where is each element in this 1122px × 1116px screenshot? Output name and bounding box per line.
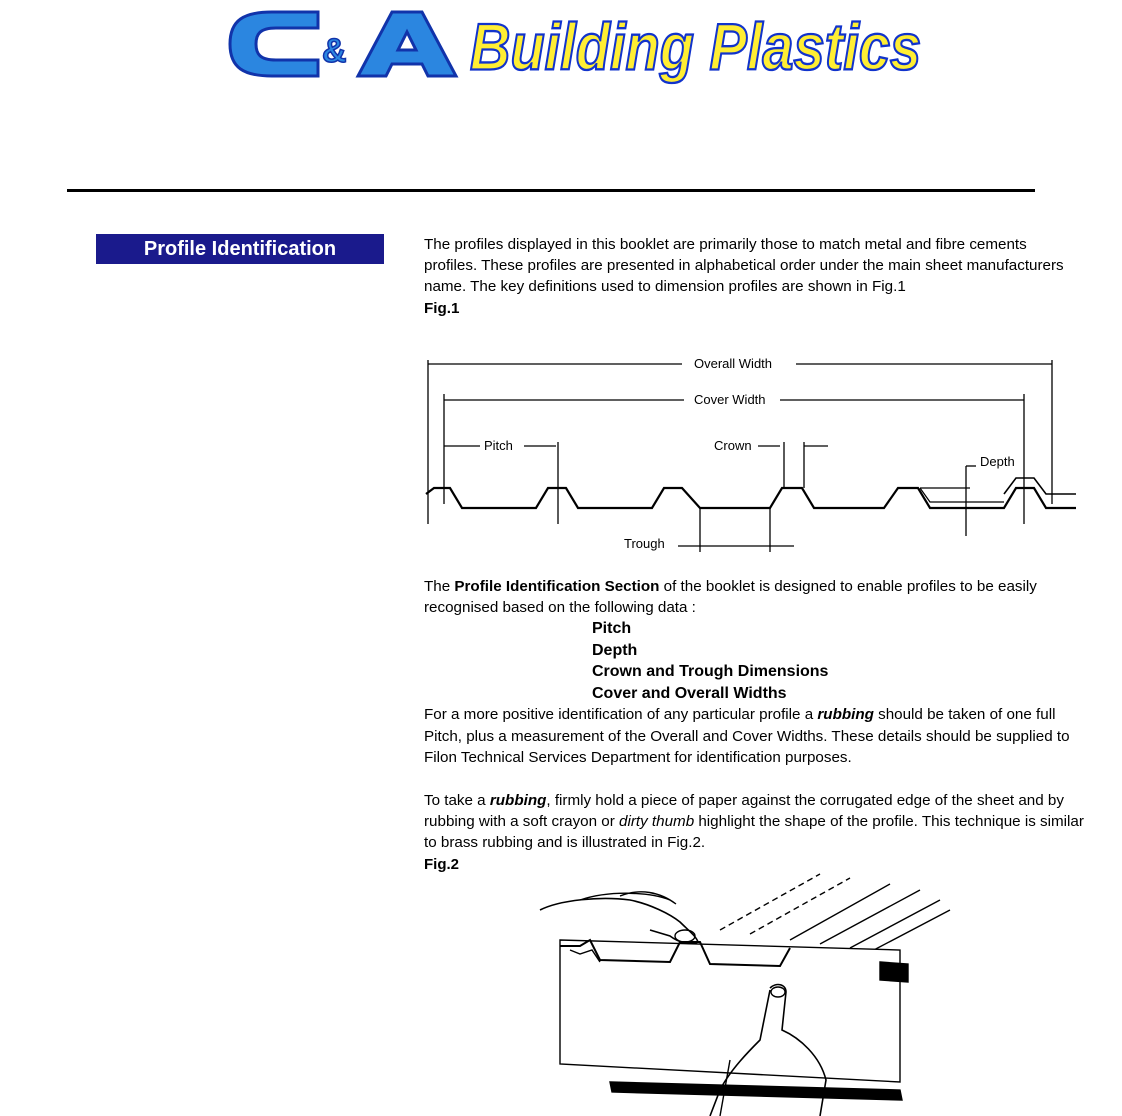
positive-id-paragraph xyxy=(424,704,1084,768)
overall-width-label: Overall Width xyxy=(694,356,773,371)
data-list xyxy=(424,618,1084,704)
list-item: Pitch xyxy=(592,620,632,638)
logo-tagline: Building Plastics xyxy=(470,9,922,84)
profile-outline xyxy=(426,478,1076,508)
rubbing-mid: , firmly hold a piece of paper against the corrugated edge of the sheet and by rubbing with a soft crayon or xyxy=(424,792,1064,831)
rubbing-paragraph xyxy=(424,790,1084,854)
intro-paragraph: The profiles displayed in this booklet are primarily those to match metal and fibre cements profiles. These profiles are presented in alphabetical order under the main sheet manufacturers name. The key definitions used to dimension profiles are shown in Fig.1 xyxy=(424,236,1064,296)
fig1-label: Fig.1 xyxy=(424,299,460,317)
ca-logo-mark xyxy=(222,6,462,82)
identification-block xyxy=(424,576,1084,768)
company-logo xyxy=(222,6,922,86)
rubbing-pre: To take a xyxy=(424,792,490,809)
cover-width-label: Cover Width xyxy=(694,392,766,407)
rubbing-illustration xyxy=(520,870,960,1116)
identification-paragraph xyxy=(424,576,1084,618)
list-item: Crown and Trough Dimensions xyxy=(592,663,829,681)
positive-id-post: should be taken of one full Pitch, plus a measurement of the Overall and Cover Widths. These details should be supplied to Filon Technical Services Department for identification purposes. xyxy=(424,706,1070,766)
rubbing-post: highlight the shape of the profile. This technique is similar to brass rubbing and is illustrated in Fig.2. xyxy=(424,813,1084,852)
list-item: Depth xyxy=(592,641,638,659)
identification-bold: Profile Identification Section xyxy=(454,578,660,595)
positive-id-emph: rubbing xyxy=(817,706,874,724)
header-divider xyxy=(67,189,1035,192)
svg-text:&: & xyxy=(322,32,347,70)
positive-id-pre: For a more positive identification of any particular profile a xyxy=(424,706,818,724)
intro-block xyxy=(424,234,1084,319)
rubbing-emph2: dirty thumb xyxy=(619,813,695,831)
identification-pre: The xyxy=(424,578,455,595)
profile-dimension-diagram xyxy=(424,354,1084,554)
identification-post: of the booklet is designed to enable profiles to be easily recognised based on the following data : xyxy=(424,578,1037,617)
fig2-label: Fig.2 xyxy=(424,856,460,873)
pitch-label: Pitch xyxy=(484,438,513,453)
list-item: Cover and Overall Widths xyxy=(592,684,787,702)
depth-label: Depth xyxy=(980,454,1015,469)
rubbing-emph: rubbing xyxy=(489,792,547,809)
section-title: Profile Identification xyxy=(96,234,384,264)
crown-label: Crown xyxy=(714,438,752,453)
trough-label: Trough xyxy=(624,536,665,551)
